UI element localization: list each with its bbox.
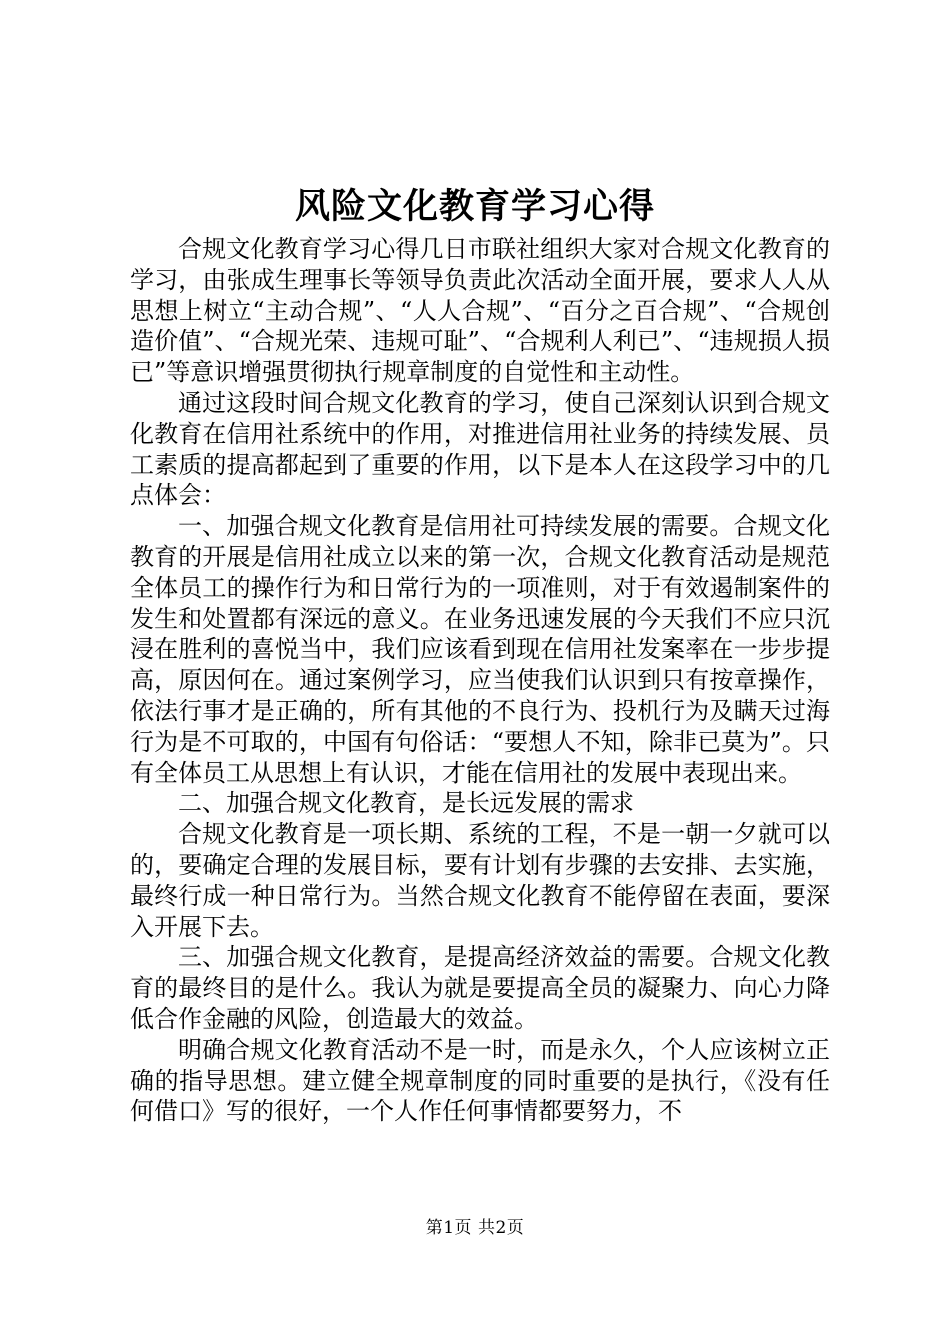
paragraph-conclusion: 明确合规文化教育活动不是一时，而是永久，个人应该树立正确的指导思想。建立健全规章制度的同时重要的是执行，《没有任何借口》写的很好，一个人作任何事情都要努力，不	[130, 1035, 830, 1126]
page-number-footer: 第1页 共2页	[425, 1218, 525, 1238]
paragraph-intro: 合规文化教育学习心得几日市联社组织大家对合规文化教育的学习，由张成生理事长等领导负责此次活动全面开展，要求人人从思想上树立“主动合规”、“人人合规”、“百分之百合规”、“合规创造价值”、“合规光荣、违规可耻”、“合规利人利已”、“违规损人损已”等意识增强贯彻执行规章制度的自觉性和主动性。	[130, 235, 830, 387]
paragraph-point-three: 三、加强合规文化教育，是提高经济效益的需要。合规文化教育的最终目的是什么。我认为就是要提高全员的凝聚力、向心力降低合作金融的风险，创造最大的效益。	[130, 943, 830, 1033]
paragraph-understanding: 通过这段时间合规文化教育的学习，使自己深刻认识到合规文化教育在信用社系统中的作用，对推进信用社业务的持续发展、员工素质的提高都起到了重要的作用，以下是本人在这段学习中的几点体会：	[130, 388, 830, 510]
paragraph-point-two: 合规文化教育是一项长期、系统的工程，不是一朝一夕就可以的，要确定合理的发展目标，要有计划有步骤的去安排、去实施，最终行成一种日常行为。当然合规文化教育不能停留在表面，要深入开展下去。	[130, 820, 830, 941]
paragraph-point-one: 一、加强合规文化教育是信用社可持续发展的需要。合规文化教育的开展是信用社成立以来的第一次，合规文化教育活动是规范全体员工的操作行为和日常行为的一项准则，对于有效遏制案件的发生和处置都有深远的意义。在业务迅速发展的今天我们不应只沉浸在胜利的喜悦当中，我们应该看到现在信用社发案率在一步步提高，原因何在。通过案例学习，应当使我们认识到只有按章操作，依法行事才是正确的，所有其他的不良行为、投机行为及瞒天过海行为是不可取的，中国有句俗话：“要想人不知，除非已莫为”。只有全体员工从思想上有认识，才能在信用社的发展中表现出来。	[130, 512, 830, 787]
paragraph-point-two-heading: 二、加强合规文化教育，是长远发展的需求	[178, 789, 634, 818]
document-title: 风险文化教育学习心得	[294, 186, 655, 227]
document-body	[130, 234, 830, 1127]
